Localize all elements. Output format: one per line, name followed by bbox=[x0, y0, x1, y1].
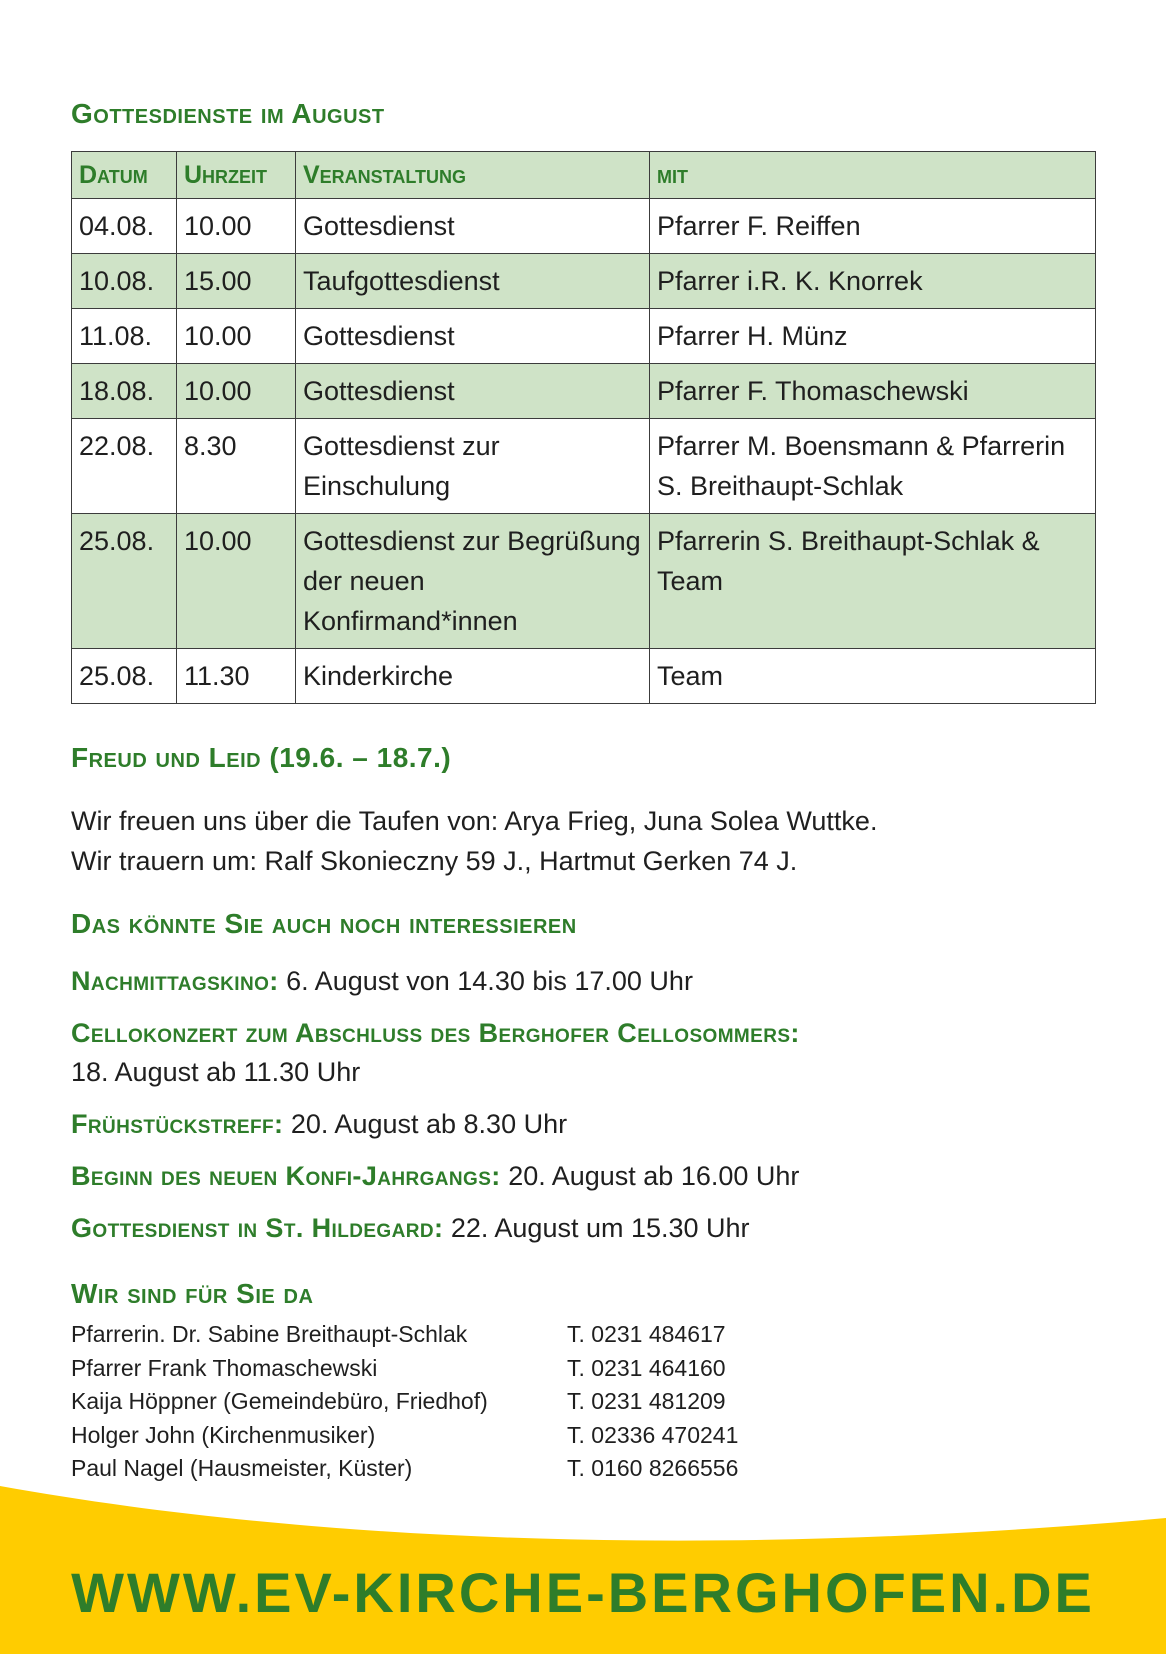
interest-heading: Das könnte Sie auch noch interessieren bbox=[71, 908, 577, 939]
cell-with: Team bbox=[650, 649, 1096, 704]
event-text: 22. August um 15.30 Uhr bbox=[450, 1213, 750, 1243]
event-item bbox=[71, 1209, 1101, 1248]
cell-event: Taufgottesdienst bbox=[296, 254, 650, 309]
table-row bbox=[72, 254, 1096, 309]
contact-name: Paul Nagel (Hausmeister, Küster) bbox=[71, 1455, 413, 1481]
contact-phone: T. 0231 464160 bbox=[567, 1354, 726, 1381]
cell-event: Gottesdienst bbox=[296, 309, 650, 364]
contact-phone: T. 0160 8266556 bbox=[567, 1455, 739, 1481]
services-header-row bbox=[72, 152, 1096, 199]
contact-heading: Wir sind für Sie da bbox=[71, 1278, 314, 1309]
contact-name: Kaija Höppner (Gemeindebüro, Friedhof) bbox=[71, 1388, 488, 1414]
event-text: 18. August ab 11.30 Uhr bbox=[71, 1057, 361, 1087]
cell-with: Pfarrer M. Boensmann & Pfarrerin S. Breithaupt-Schlak bbox=[650, 419, 1096, 514]
event-item bbox=[71, 962, 1101, 1001]
table-row bbox=[72, 364, 1096, 419]
table-row bbox=[72, 309, 1096, 364]
cell-time: 10.00 bbox=[177, 364, 296, 419]
mourning-line: Wir trauern um: Ralf Skonieczny 59 J., Hartmut Gerken 74 J. bbox=[71, 846, 798, 876]
column-header-time: Uhrzeit bbox=[177, 152, 296, 199]
event-label: Cellokonzert zum Abschluss des Berghofer Cellosommers: bbox=[71, 1018, 800, 1048]
cell-time: 11.30 bbox=[177, 649, 296, 704]
cell-date: 18.08. bbox=[72, 364, 177, 419]
cell-date: 04.08. bbox=[72, 199, 177, 254]
table-row bbox=[72, 199, 1096, 254]
cell-date: 10.08. bbox=[72, 254, 177, 309]
contact-row bbox=[71, 1385, 738, 1419]
contact-name: Pfarrer Frank Thomaschewski bbox=[71, 1354, 378, 1381]
cell-event: Kinderkirche bbox=[296, 649, 650, 704]
contact-row bbox=[71, 1318, 738, 1352]
cell-with: Pfarrer i.R. K. Knorrek bbox=[650, 254, 1096, 309]
website-url: WWW.EV-KIRCHE-BERGHOFEN.DE bbox=[71, 1561, 1095, 1624]
column-header-with: mit bbox=[650, 152, 1096, 199]
baptisms-line: Wir freuen uns über die Taufen von: Arya Frieg, Juna Solea Wuttke. bbox=[71, 806, 878, 836]
contact-phone: T. 0231 484617 bbox=[567, 1321, 726, 1347]
contact-list bbox=[71, 1318, 738, 1486]
joy-sorrow-heading: Freud und Leid (19.6. – 18.7.) bbox=[71, 742, 452, 773]
event-item bbox=[71, 1014, 1101, 1092]
column-header-event: Veranstaltung bbox=[296, 152, 650, 199]
cell-time: 10.00 bbox=[177, 309, 296, 364]
cell-date: 25.08. bbox=[72, 514, 177, 649]
contact-name: Holger John (Kirchenmusiker) bbox=[71, 1421, 376, 1448]
contact-row bbox=[71, 1352, 738, 1386]
table-row bbox=[72, 649, 1096, 704]
event-label: Gottesdienst in St. Hildegard: bbox=[71, 1213, 444, 1243]
cell-with: Pfarrer F. Thomaschewski bbox=[650, 364, 1096, 419]
table-row bbox=[72, 419, 1096, 514]
services-heading: Gottesdienste im August bbox=[71, 98, 385, 129]
table-row bbox=[72, 514, 1096, 649]
event-label: Nachmittagskino: bbox=[71, 966, 279, 996]
event-item bbox=[71, 1157, 1101, 1196]
cell-with: Pfarrer H. Münz bbox=[650, 309, 1096, 364]
services-table bbox=[71, 151, 1096, 704]
event-label: Frühstückstreff: bbox=[71, 1109, 284, 1139]
event-label: Beginn des neuen Konfi-Jahrgangs: bbox=[71, 1161, 501, 1191]
cell-time: 10.00 bbox=[177, 514, 296, 649]
cell-event: Gottesdienst bbox=[296, 364, 650, 419]
cell-with: Pfarrer F. Reiffen bbox=[650, 199, 1096, 254]
contact-name: Pfarrerin. Dr. Sabine Breithaupt-Schlak bbox=[71, 1321, 468, 1347]
cell-with: Pfarrerin S. Breithaupt-Schlak & Team bbox=[650, 514, 1096, 649]
cell-date: 11.08. bbox=[72, 309, 177, 364]
contact-row bbox=[71, 1419, 738, 1453]
cell-event: Gottesdienst bbox=[296, 199, 650, 254]
column-header-date: Datum bbox=[72, 152, 177, 199]
cell-date: 25.08. bbox=[72, 649, 177, 704]
cell-event: Gottesdienst zur Begrüßung der neuen Konfirmand*innen bbox=[296, 514, 650, 649]
contact-phone: T. 02336 470241 bbox=[567, 1421, 739, 1448]
cell-event: Gottesdienst zur Einschulung bbox=[296, 419, 650, 514]
cell-time: 10.00 bbox=[177, 199, 296, 254]
event-text: 6. August von 14.30 bis 17.00 Uhr bbox=[286, 966, 693, 996]
cell-time: 8.30 bbox=[177, 419, 296, 514]
event-text: 20. August ab 8.30 Uhr bbox=[290, 1109, 568, 1139]
cell-date: 22.08. bbox=[72, 419, 177, 514]
event-item bbox=[71, 1105, 1101, 1144]
joy-sorrow-text bbox=[71, 801, 877, 881]
cell-time: 15.00 bbox=[177, 254, 296, 309]
event-text: 20. August ab 16.00 Uhr bbox=[508, 1161, 800, 1191]
contact-phone: T. 0231 481209 bbox=[567, 1388, 726, 1414]
